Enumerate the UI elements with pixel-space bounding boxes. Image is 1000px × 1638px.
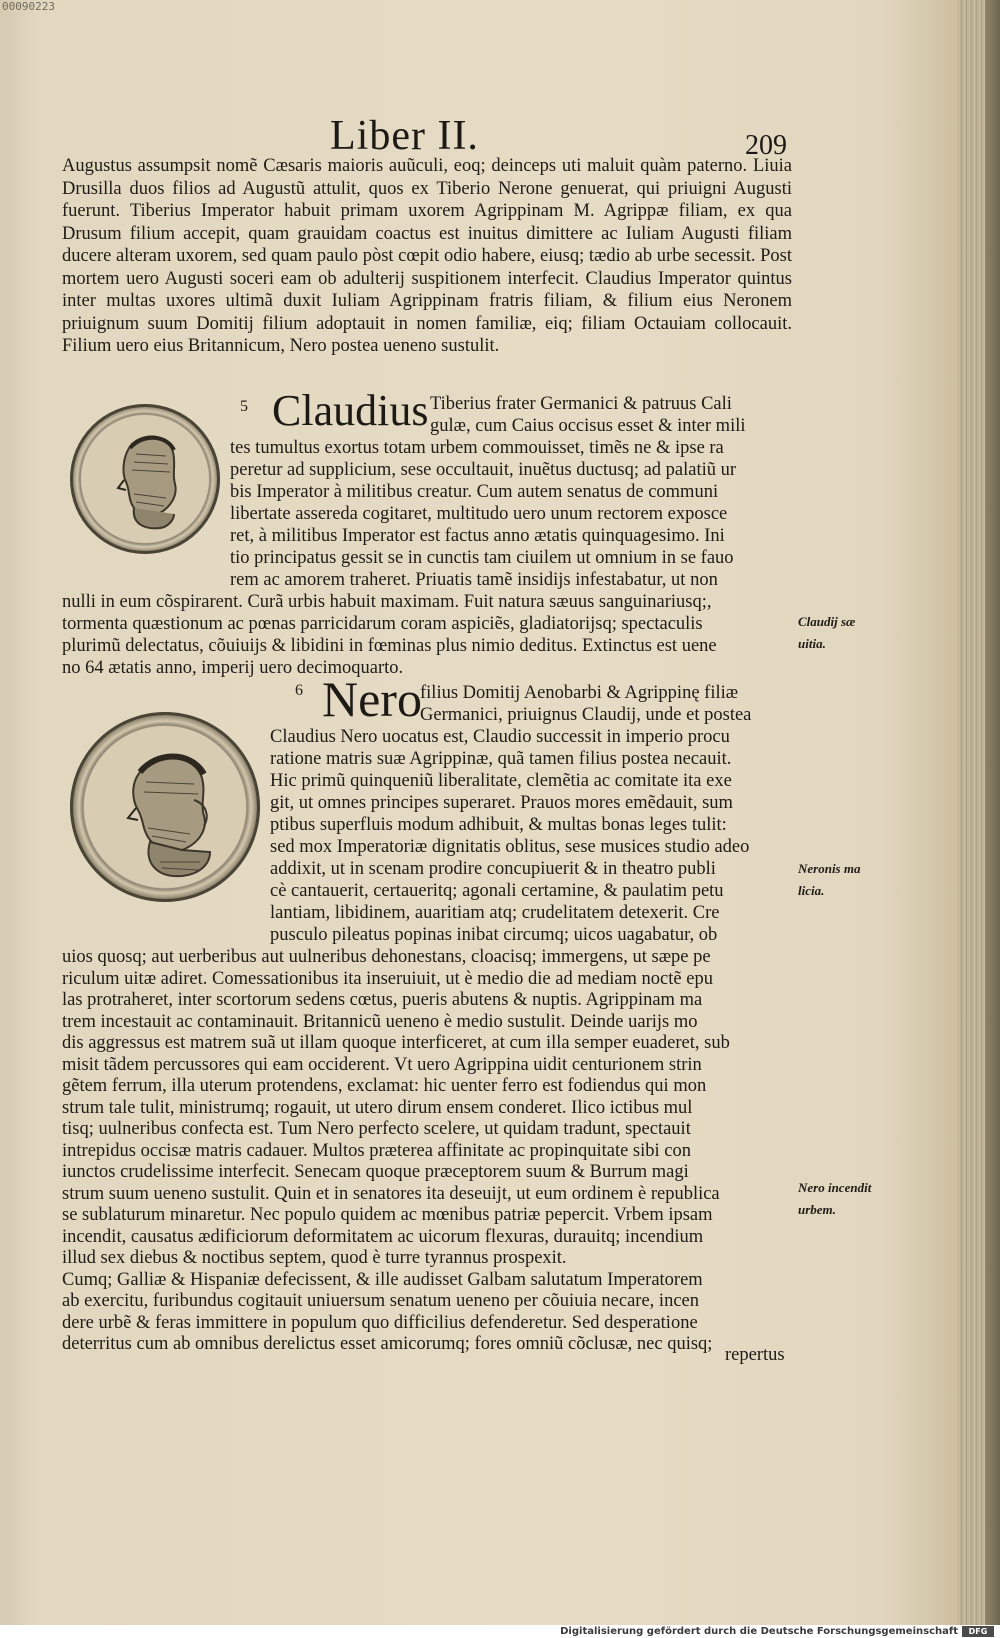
claudius-line-7: tio principatus gessit se in cunctis tam ciuilem ut omnium in se fauo xyxy=(230,548,734,568)
claudius-line-2: tes tumultus exortus totam urbem commouisset, timẽs ne & ipse ra xyxy=(230,438,724,458)
claudius-line-5: libertate assereda cogitaret, multitudo uero unum rectorem exposce xyxy=(230,504,728,524)
nero-line-11: pusculo pileatus popinas inibat circumq; uicos uagabatur, ob xyxy=(270,925,718,945)
nero-line-1: Germanici, priuignus Claudij, unde et postea xyxy=(420,705,752,725)
nero-continued-line: ab exercitu, furibundus cogitauit uniuersum senatum ueneno per cõuiuia necare, incen xyxy=(62,1291,699,1311)
claudius-coin-image xyxy=(70,404,220,554)
claudius-line-1: gulæ, cum Caius occisus esset & inter mili xyxy=(430,416,746,436)
margin-note-nero-4: urbem. xyxy=(798,1202,836,1217)
nero-line-0: filius Domitij Aenobarbi & Agrippinę filiæ xyxy=(420,683,739,703)
nero-heading: Nero xyxy=(322,671,422,727)
nero-continued-line: strum suum ueneno sustulit. Quin et in senatores ita deseuijt, ut eum ordinem è republica xyxy=(62,1183,720,1204)
nero-continued-line: misit tãdem percussores qui eam occiderent. Vt uero Agrippina uidit centurionem strin xyxy=(62,1054,702,1075)
dfg-logo: DFG xyxy=(962,1626,994,1637)
nero-coin-image xyxy=(70,712,260,902)
claudius-full-line-2: plurimũ delectatus, cõuiuijs & libidini in fœminas plus nimio deditus. Extinctus est uene xyxy=(62,636,717,656)
margin-note-nero-1: Neronis ma xyxy=(798,861,861,876)
nero-continued-line: las protraheret, inter scortorum sedens cœtus, pueris abutens & nuptis. Agrippinam ma xyxy=(62,990,703,1010)
footer-credit: Digitalisierung gefördert durch die Deutsche Forschungsgemeinschaft xyxy=(560,1626,958,1637)
nero-continued-line: riculum uitæ adiret. Comessationibus ita inseruiuit, ut è medio die ad mediam noctẽ epu xyxy=(62,968,713,989)
claudius-full-line-0: nulli in eum cõspirarent. Curã urbis habuit maximam. Fuit natura sæuus sanguinariusq;, xyxy=(62,592,712,612)
scan-stamp: 00090223 xyxy=(2,0,55,13)
claudius-full-line-3: no 64 ætatis anno, imperij uero decimoquarto. xyxy=(62,658,404,678)
nero-line-8: addixit, ut in scenam prodire concupiuerit & in theatro publi xyxy=(270,859,716,879)
nero-continued-line: uios quosq; aut uerberibus aut uulneribus dehonestans, cloacisq; immergens, ut sæpe pe xyxy=(62,947,711,967)
claudius-heading: Claudius xyxy=(272,386,429,435)
margin-note-claudius-1: Claudij sæ xyxy=(798,614,856,629)
nero-portrait-icon xyxy=(70,712,260,902)
nero-continued-line: iunctos crudelissime interfecit. Senecam quoque præceptorem suum & Burrum magi xyxy=(62,1162,689,1182)
margin-note-claudius-2: uitia. xyxy=(798,636,826,651)
claudius-number: 5 xyxy=(240,398,248,415)
claudius-line-0: Tiberius frater Germanici & patruus Cali xyxy=(430,394,732,414)
claudius-line-8: rem ac amorem traheret. Priuatis tamẽ insidijs infestabatur, ut non xyxy=(230,570,718,590)
nero-line-4: Hic primũ quinqueniũ liberalitate, clemẽtia ac comitate ita exe xyxy=(270,771,732,791)
margin-note-nero-3: Nero incendit xyxy=(798,1180,872,1195)
claudius-full-line-1: tormenta quæstionum ac pœnas parricidarum coram aspiciẽs, gladiatorijsq; spectaculis xyxy=(62,614,703,634)
nero-continued-line: strum tale tulit, ministrumq; rogauit, ut utero dirum ensem conderet. Ilico ictibus mul xyxy=(62,1097,693,1118)
nero-continued-line: intrepidus occisæ matris cadauer. Multos præterea affinitate ac propinquitate sibi con xyxy=(62,1140,691,1161)
nero-continued-line: se sublaturum minaretur. Nec populo quidem ac mœnibus patriæ pepercit. Vrbem ipsam xyxy=(62,1205,713,1225)
running-head: Liber II. xyxy=(330,113,479,159)
margin-note-nero-2: licia. xyxy=(798,883,825,898)
nero-number: 6 xyxy=(295,682,303,699)
nero-line-5: git, ut omnes principes superaret. Prauos mores emẽdauit, sum xyxy=(270,793,733,813)
nero-line-3: ratione matris suæ Agrippinæ, quã tamen filius postea necauit. xyxy=(270,749,732,769)
nero-line-2: Claudius Nero uocatus est, Claudio successit in imperio procu xyxy=(270,727,730,747)
claudius-portrait-icon xyxy=(70,404,220,554)
nero-continued-line: dere urbẽ & feras immittere in populum quo difficilius defenderetur. Sed desperatione xyxy=(62,1312,698,1333)
claudius-line-4: bis Imperator à militibus creatur. Cum autem senatus de communi xyxy=(230,482,719,502)
claudius-line-3: peretur ad supplicium, sese occultauit, inuẽtus ductusq; ad palatiũ ur xyxy=(230,460,737,480)
nero-continued-line: illud sex diebus & noctibus septem, quod è turre tyrannus prospexit. xyxy=(62,1248,567,1268)
nero-continued-line: deterritus cum ab omnibus derelictus esset amicorumq; fores omniũ cõclusæ, nec quisq; xyxy=(62,1334,713,1354)
nero-continued-line: gẽtem ferrum, illa uterum protendens, exclamat: hic uenter ferro est fodiendus qui mon xyxy=(62,1076,707,1096)
nero-line-10: lantiam, libidinem, auaritiam atq; crudelitatem detexerit. Cre xyxy=(270,903,720,923)
claudius-line-6: ret, à militibus Imperator est factus anno ætatis quinquagesimo. Ini xyxy=(230,526,725,546)
paragraph-augustus: Augustus assumpsit nomẽ Cæsaris maioris auũculi, eoq; deinceps uti maluit quàm paterno. Liuia Drusilla duos filios ad Augustũ attulit, quos ex Tiberio Nerone genuerat, qui priuigni Augusti fuerunt. Tiberius Imperator habuit primam uxorem Agrippinam M. Agrippæ filiam, ex qua Drusum filium accepit, quam grauidam coactus est inuitus dimittere ac Iuliam Augusti filiam ducere alteram uxorem, sed quam paulo pòst cœpit odio habere, eiusq; tædio ab urbe secessit. Post mortem uero Augusti soceri eam ob adulterij suspitionem interfecit. Claudius Imperator quintus inter multas uxores ultimã duxit Iuliam Agrippinam fratris filiam, & filium eius Neronem priuignum suum Domitij filium adoptauit in nomen familiæ, eiq; filiam Octauiam collocauit. Filium uero eius Britannicum, Nero postea ueneno sustulit. xyxy=(62,156,792,356)
nero-line-7: sed mox Imperatoriæ dignitatis oblitus, sese musices studio adeo xyxy=(270,837,750,857)
page-number: 209 xyxy=(745,130,787,161)
book-edge-shadow xyxy=(985,0,1000,1625)
nero-continued-line: trem incestauit ac contaminauit. Britannicũ ueneno è medio sustulit. Deinde uarijs mo xyxy=(62,1011,698,1032)
nero-continued-line: incendit, causatus ædificiorum deformitatem ac uicorum flexuras, durauitq; incendium xyxy=(62,1226,704,1247)
nero-continued-line: Cumq; Galliæ & Hispaniæ defecissent, & ille audisset Galbam salutatum Imperatorem xyxy=(62,1269,703,1290)
nero-line-9: cè cantauerit, certaueritq; agonali certamine, & paulatim petu xyxy=(270,881,724,901)
nero-continued-line: dis aggressus est matrem suã ut illam quoque interficeret, at cum illa semper euaderet, sub xyxy=(62,1033,730,1053)
nero-continued-line: tisq; uulneribus confecta est. Tum Nero perfecto scelere, ut quidam tradunt, spectauit xyxy=(62,1119,691,1139)
catchword: repertus xyxy=(725,1345,785,1365)
nero-line-6: ptibus superfluis modum adhibuit, & multas bonas leges tulit: xyxy=(270,815,727,835)
